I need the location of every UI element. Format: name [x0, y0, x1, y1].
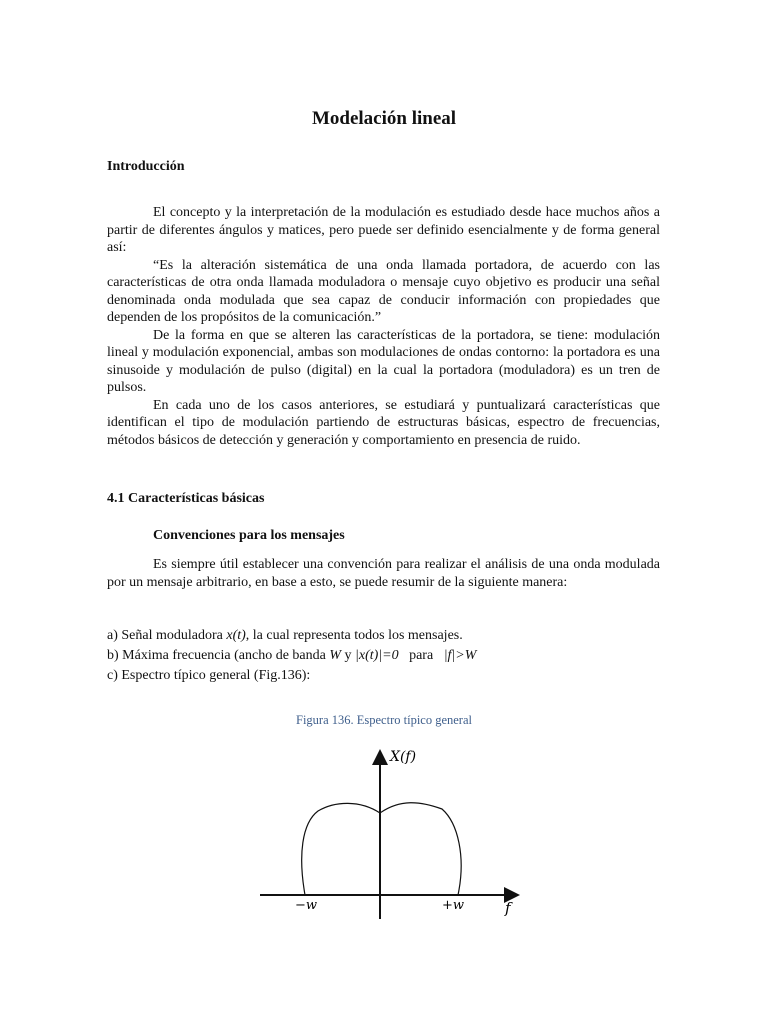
- list-item-a: a) Señal moduladora x(t), la cual representa todos los mensajes.: [107, 628, 463, 643]
- pos-w-tick: +w: [442, 898, 465, 913]
- figure-caption: Figura 136. Espectro típico general: [296, 713, 472, 727]
- neg-w-tick: −w: [295, 898, 318, 913]
- intro-body: [107, 204, 660, 449]
- intro-heading: Introducción: [107, 159, 185, 174]
- spectrum-curve: [302, 803, 461, 895]
- intro-paragraph-3: De la forma en que se alteren las características de la portadora, se tiene: modulación lineal y modulación exponencial, ambas son modulaciones de ondas contorno: la portadora es una sinusoide y modulación de pulso (digital) en la cual la portadora (moduladora) es un tren de pulsos.: [107, 327, 660, 395]
- spectrum-figure: [250, 745, 530, 925]
- y-axis-label: X(f): [390, 749, 417, 765]
- section-heading: 4.1 Características básicas: [107, 491, 265, 506]
- convention-list: [107, 626, 667, 686]
- list-item-c: c) Espectro típico general (Fig.136):: [107, 668, 311, 683]
- intro-paragraph-1: El concepto y la interpretación de la modulación es estudiado desde hace muchos años a partir de diferentes ángulos y matices, pero puede ser definido esencialmente y de forma general así:: [107, 205, 660, 255]
- section-subheading: Convenciones para los mensajes: [153, 528, 345, 543]
- intro-paragraph-2: “Es la alteración sistemática de una onda llamada portadora, de acuerdo con las características de otra onda llamada moduladora o mensaje cuyo objetivo es producir una señal denominada onda modulada que sea capaz de conducir información con propiedades que dependen de los propósitos de la comunicación.”: [107, 257, 660, 325]
- x-axis-label: f: [505, 899, 511, 917]
- list-item-b: b) Máxima frecuencia (ancho de banda W y |x(t)|=0 para |f|>W: [107, 648, 477, 663]
- page-title: Modelación lineal: [311, 108, 457, 129]
- section-paragraph: Es siempre útil establecer una convención para realizar el análisis de una onda modulada por un mensaje arbitrario, en base a esto, se puede resumir de la siguiente manera:: [107, 557, 660, 590]
- intro-paragraph-4: En cada uno de los casos anteriores, se estudiará y puntualizará características que identifican el tipo de modulación partiendo de estructuras básicas, espectro de frecuencias, métodos básicos de detección y generación y comportamiento en presencia de ruido.: [107, 397, 660, 448]
- section-body: [107, 556, 660, 592]
